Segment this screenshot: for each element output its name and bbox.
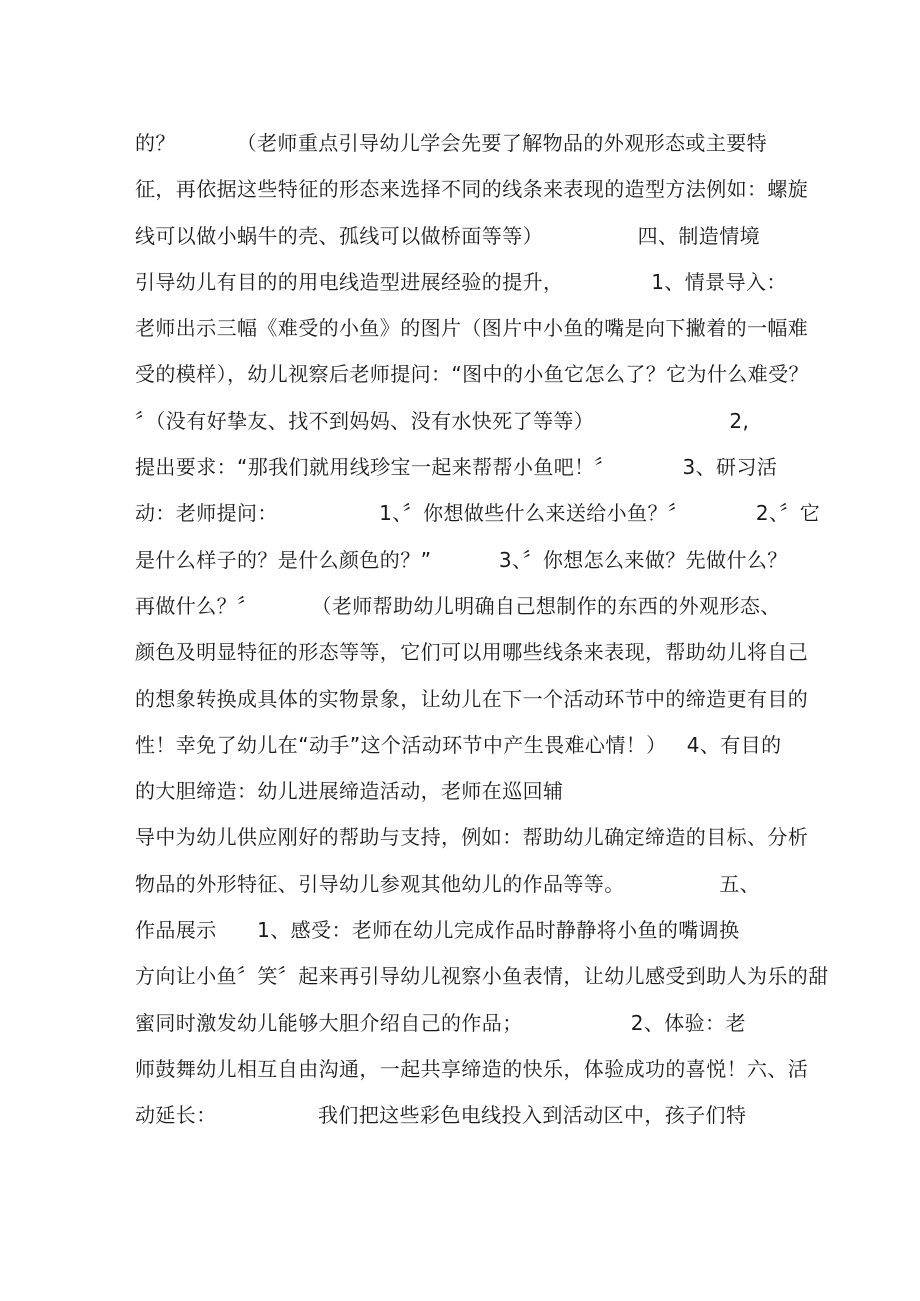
text-line: 蜜同时激发幼儿能够大胆介绍自己的作品； 2、体验：老	[135, 1010, 746, 1035]
text-line: 的想象转换成具体的实物景象，让幼儿在下一个活动环节中的缔造更有目的	[135, 686, 809, 711]
document-body	[135, 120, 829, 1139]
text-line: 作品展示 1、感受：老师在幼儿完成作品时静静将小鱼的嘴调换	[135, 918, 740, 943]
text-line: 物品的外形特征、引导幼儿参观其他幼儿的作品等等。 五、	[135, 871, 761, 896]
text-line: 再做什么？〞 （老师帮助幼儿明确自己想制作的东西的外观形态、	[135, 593, 781, 618]
text-line: 动：老师提问： 1、〞你想做些什么来送给小鱼？〞 2、〞它	[135, 501, 821, 526]
text-line: 的大胆缔造：幼儿进展缔造活动，老师在巡回辅	[135, 779, 564, 804]
text-line: 的？ （老师重点引导幼儿学会先要了解物品的外观形态或主要特	[135, 131, 768, 155]
text-line: 师鼓舞幼儿相互自由沟通，一起共享缔造的快乐，体验成功的喜悦！六、活	[135, 1056, 809, 1081]
text-line: 性！幸免了幼儿在“动手”这个活动环节中产生畏难心情！） 4、有目的	[135, 732, 782, 757]
text-line: 导中为幼儿供应刚好的帮助与支持，例如：帮助幼儿确定缔造的目标、分析	[135, 825, 809, 850]
text-line: 动延长： 我们把这些彩色电线投入到活动区中，孩子们特	[135, 1103, 747, 1128]
text-line: 方向让小鱼〞笑〞起来再引导幼儿视察小鱼表情，让幼儿感受到助人为乐的甜	[135, 964, 829, 989]
text-line: 引导幼儿有目的的用电线造型进展经验的提升， 1、情景导入：	[135, 269, 787, 294]
text-line: 受的模样），幼儿视察后老师提问：“图中的小鱼它怎么了？它为什么难受？	[135, 362, 809, 387]
text-line: 是什么样子的？是什么颜色的？” 3、〞你想怎么来做？先做什么？	[135, 547, 788, 572]
text-line: 颜色及明显特征的形态等等，它们可以用哪些线条来表现，帮助幼儿将自己	[135, 640, 809, 665]
text-line: 〞（没有好挚友、找不到妈妈、没有水快死了等等） 2,	[135, 408, 750, 433]
text-line: 线可以做小蜗牛的壳、孤线可以做桥面等等） 四、制造情境	[135, 223, 761, 248]
text-line: 征，再依据这些特征的形态来选择不同的线条来表现的造型方法例如：螺旋	[135, 177, 809, 202]
text-line: 提出要求：“那我们就用线珍宝一起来帮帮小鱼吧！〞 3、研习活	[135, 455, 778, 480]
text-line: 老师出示三幅《难受的小鱼》的图片（图片中小鱼的嘴是向下撇着的一幅难	[135, 316, 809, 341]
